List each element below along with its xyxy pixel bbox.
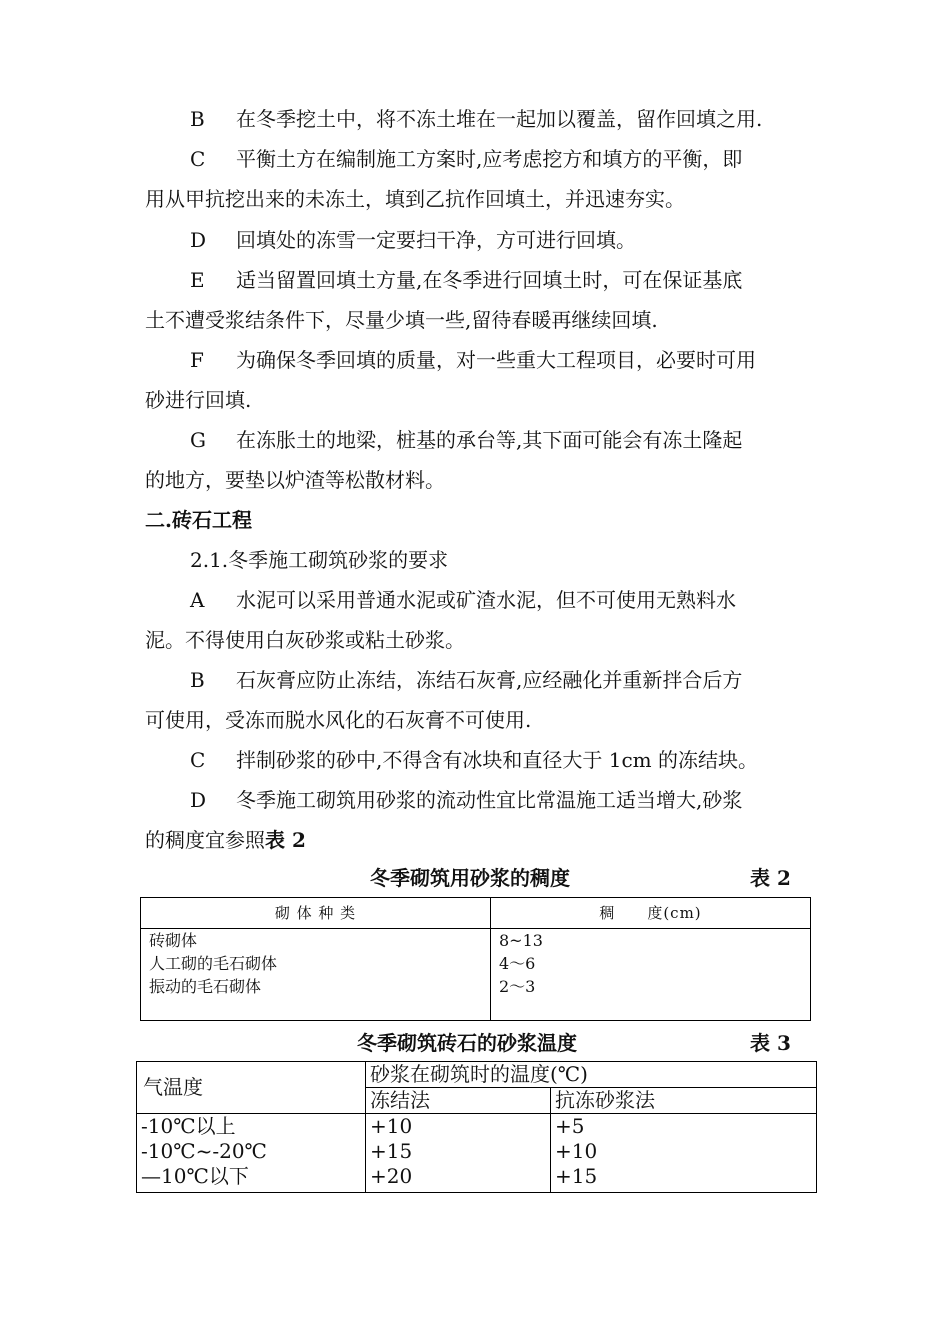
table-header-cell: 稠 度(cm) bbox=[491, 898, 811, 929]
para-e-cont: 土不遭受浆结条件下，尽量少填一些,留待春暖再继续回填. bbox=[145, 308, 658, 332]
table3 bbox=[136, 1061, 817, 1193]
para-text: 在冬季挖土中，将不冻土堆在一起加以覆盖，留作回填之用. bbox=[236, 107, 763, 131]
para-text: 水泥可以采用普通水泥或矿渣水泥，但不可使用无熟料水 bbox=[236, 588, 736, 612]
subsection-heading: 2.1.冬季施工砌筑砂浆的要求 bbox=[190, 548, 449, 572]
para-label: D bbox=[190, 228, 207, 252]
para-f bbox=[190, 348, 756, 372]
para2-c bbox=[190, 748, 758, 772]
para-label: B bbox=[190, 668, 205, 692]
para-f-cont: 砂进行回填. bbox=[145, 388, 252, 412]
table-header-row bbox=[141, 898, 811, 929]
consistency-value: 8~13 bbox=[499, 931, 543, 950]
table-header-cell: 冻结法 bbox=[366, 1088, 551, 1114]
para2-d bbox=[190, 788, 742, 812]
para2-b-cont: 可使用，受冻而脱水风化的石灰膏不可使用. bbox=[145, 708, 532, 732]
air-temp: -10℃以上 bbox=[141, 1114, 236, 1138]
table-header-cell: 砌 体 种 类 bbox=[141, 898, 491, 929]
para-text: 在冻胀土的地梁，桩基的承台等,其下面可能会有冻土隆起 bbox=[236, 428, 743, 452]
para-label: A bbox=[190, 588, 205, 612]
para-text: 拌制砂浆的砂中,不得含有冰块和直径大于 1cm 的冻结块。 bbox=[236, 748, 758, 772]
freeze-temp: +15 bbox=[370, 1139, 413, 1163]
para-label: F bbox=[190, 348, 204, 372]
section-heading: 二.砖石工程 bbox=[145, 508, 252, 532]
para-d bbox=[190, 228, 636, 252]
para-label: B bbox=[190, 107, 205, 131]
table2 bbox=[140, 897, 811, 1021]
table3-number: 表 3 bbox=[750, 1031, 791, 1055]
para-label: G bbox=[190, 428, 206, 452]
para-text: 石灰膏应防止冻结，冻结石灰膏,应经融化并重新拌合后方 bbox=[236, 668, 743, 692]
masonry-type: 振动的毛石砌体 bbox=[149, 977, 262, 996]
table-row bbox=[137, 1114, 817, 1193]
para-label: E bbox=[190, 268, 205, 292]
para-g bbox=[190, 428, 742, 452]
para-text: 适当留置回填土方量,在冬季进行回填土时，可在保证基底 bbox=[236, 268, 743, 292]
para-text: 冬季施工砌筑用砂浆的流动性宜比常温施工适当增大,砂浆 bbox=[236, 788, 743, 812]
table-cell bbox=[491, 929, 811, 1021]
table-header-cell: 气温度 bbox=[137, 1062, 366, 1114]
table2-number: 表 2 bbox=[750, 866, 791, 890]
consistency-value: 4～6 bbox=[499, 954, 536, 973]
table-cell bbox=[137, 1114, 366, 1193]
para-text: 平衡土方在编制施工方案时,应考虑挖方和填方的平衡，即 bbox=[236, 147, 743, 171]
para2-d-cont bbox=[145, 828, 306, 852]
para2-b bbox=[190, 668, 742, 692]
para-text: 回填处的冻雪一定要扫干净，方可进行回填。 bbox=[236, 228, 636, 252]
masonry-type: 砖砌体 bbox=[149, 931, 198, 950]
para2-a-cont: 泥。不得使用白灰砂浆或粘土砂浆。 bbox=[145, 628, 465, 652]
para-b bbox=[190, 107, 762, 131]
table-cell bbox=[366, 1114, 551, 1193]
table-row bbox=[141, 929, 811, 1021]
table-ref: 表 2 bbox=[265, 828, 306, 852]
consistency-value: 2～3 bbox=[499, 977, 536, 996]
freeze-temp: +20 bbox=[370, 1164, 413, 1188]
para-c-cont: 用从甲抗挖出来的未冻土，填到乙抗作回填土，并迅速夯实。 bbox=[145, 187, 685, 211]
para-label: D bbox=[190, 788, 207, 812]
para-label: C bbox=[190, 147, 206, 171]
masonry-type: 人工砌的毛石砌体 bbox=[149, 954, 278, 973]
para2-a bbox=[190, 588, 736, 612]
air-temp: —10℃以下 bbox=[141, 1164, 249, 1188]
para-text: 为确保冬季回填的质量，对一些重大工程项目，必要时可用 bbox=[236, 348, 756, 372]
freeze-temp: +10 bbox=[370, 1114, 413, 1138]
table-header-cell: 抗冻砂浆法 bbox=[551, 1088, 817, 1114]
table-cell bbox=[141, 929, 491, 1021]
table3-caption: 冬季砌筑砖石的砂浆温度 bbox=[357, 1031, 577, 1055]
table2-caption: 冬季砌筑用砂浆的稠度 bbox=[370, 866, 570, 890]
para-g-cont: 的地方，要垫以炉渣等松散材料。 bbox=[145, 468, 445, 492]
table-header-cell: 砂浆在砌筑时的温度(℃) bbox=[366, 1062, 817, 1088]
para-c bbox=[190, 147, 742, 171]
para-e bbox=[190, 268, 742, 292]
antifreeze-temp: +10 bbox=[555, 1139, 598, 1163]
table-header-row bbox=[137, 1062, 817, 1088]
table-cell bbox=[551, 1114, 817, 1193]
para-text: 的稠度宜参照 bbox=[145, 828, 265, 852]
antifreeze-temp: +5 bbox=[555, 1114, 585, 1138]
para-label: C bbox=[190, 748, 206, 772]
antifreeze-temp: +15 bbox=[555, 1164, 598, 1188]
air-temp: -10℃~-20℃ bbox=[141, 1139, 267, 1163]
